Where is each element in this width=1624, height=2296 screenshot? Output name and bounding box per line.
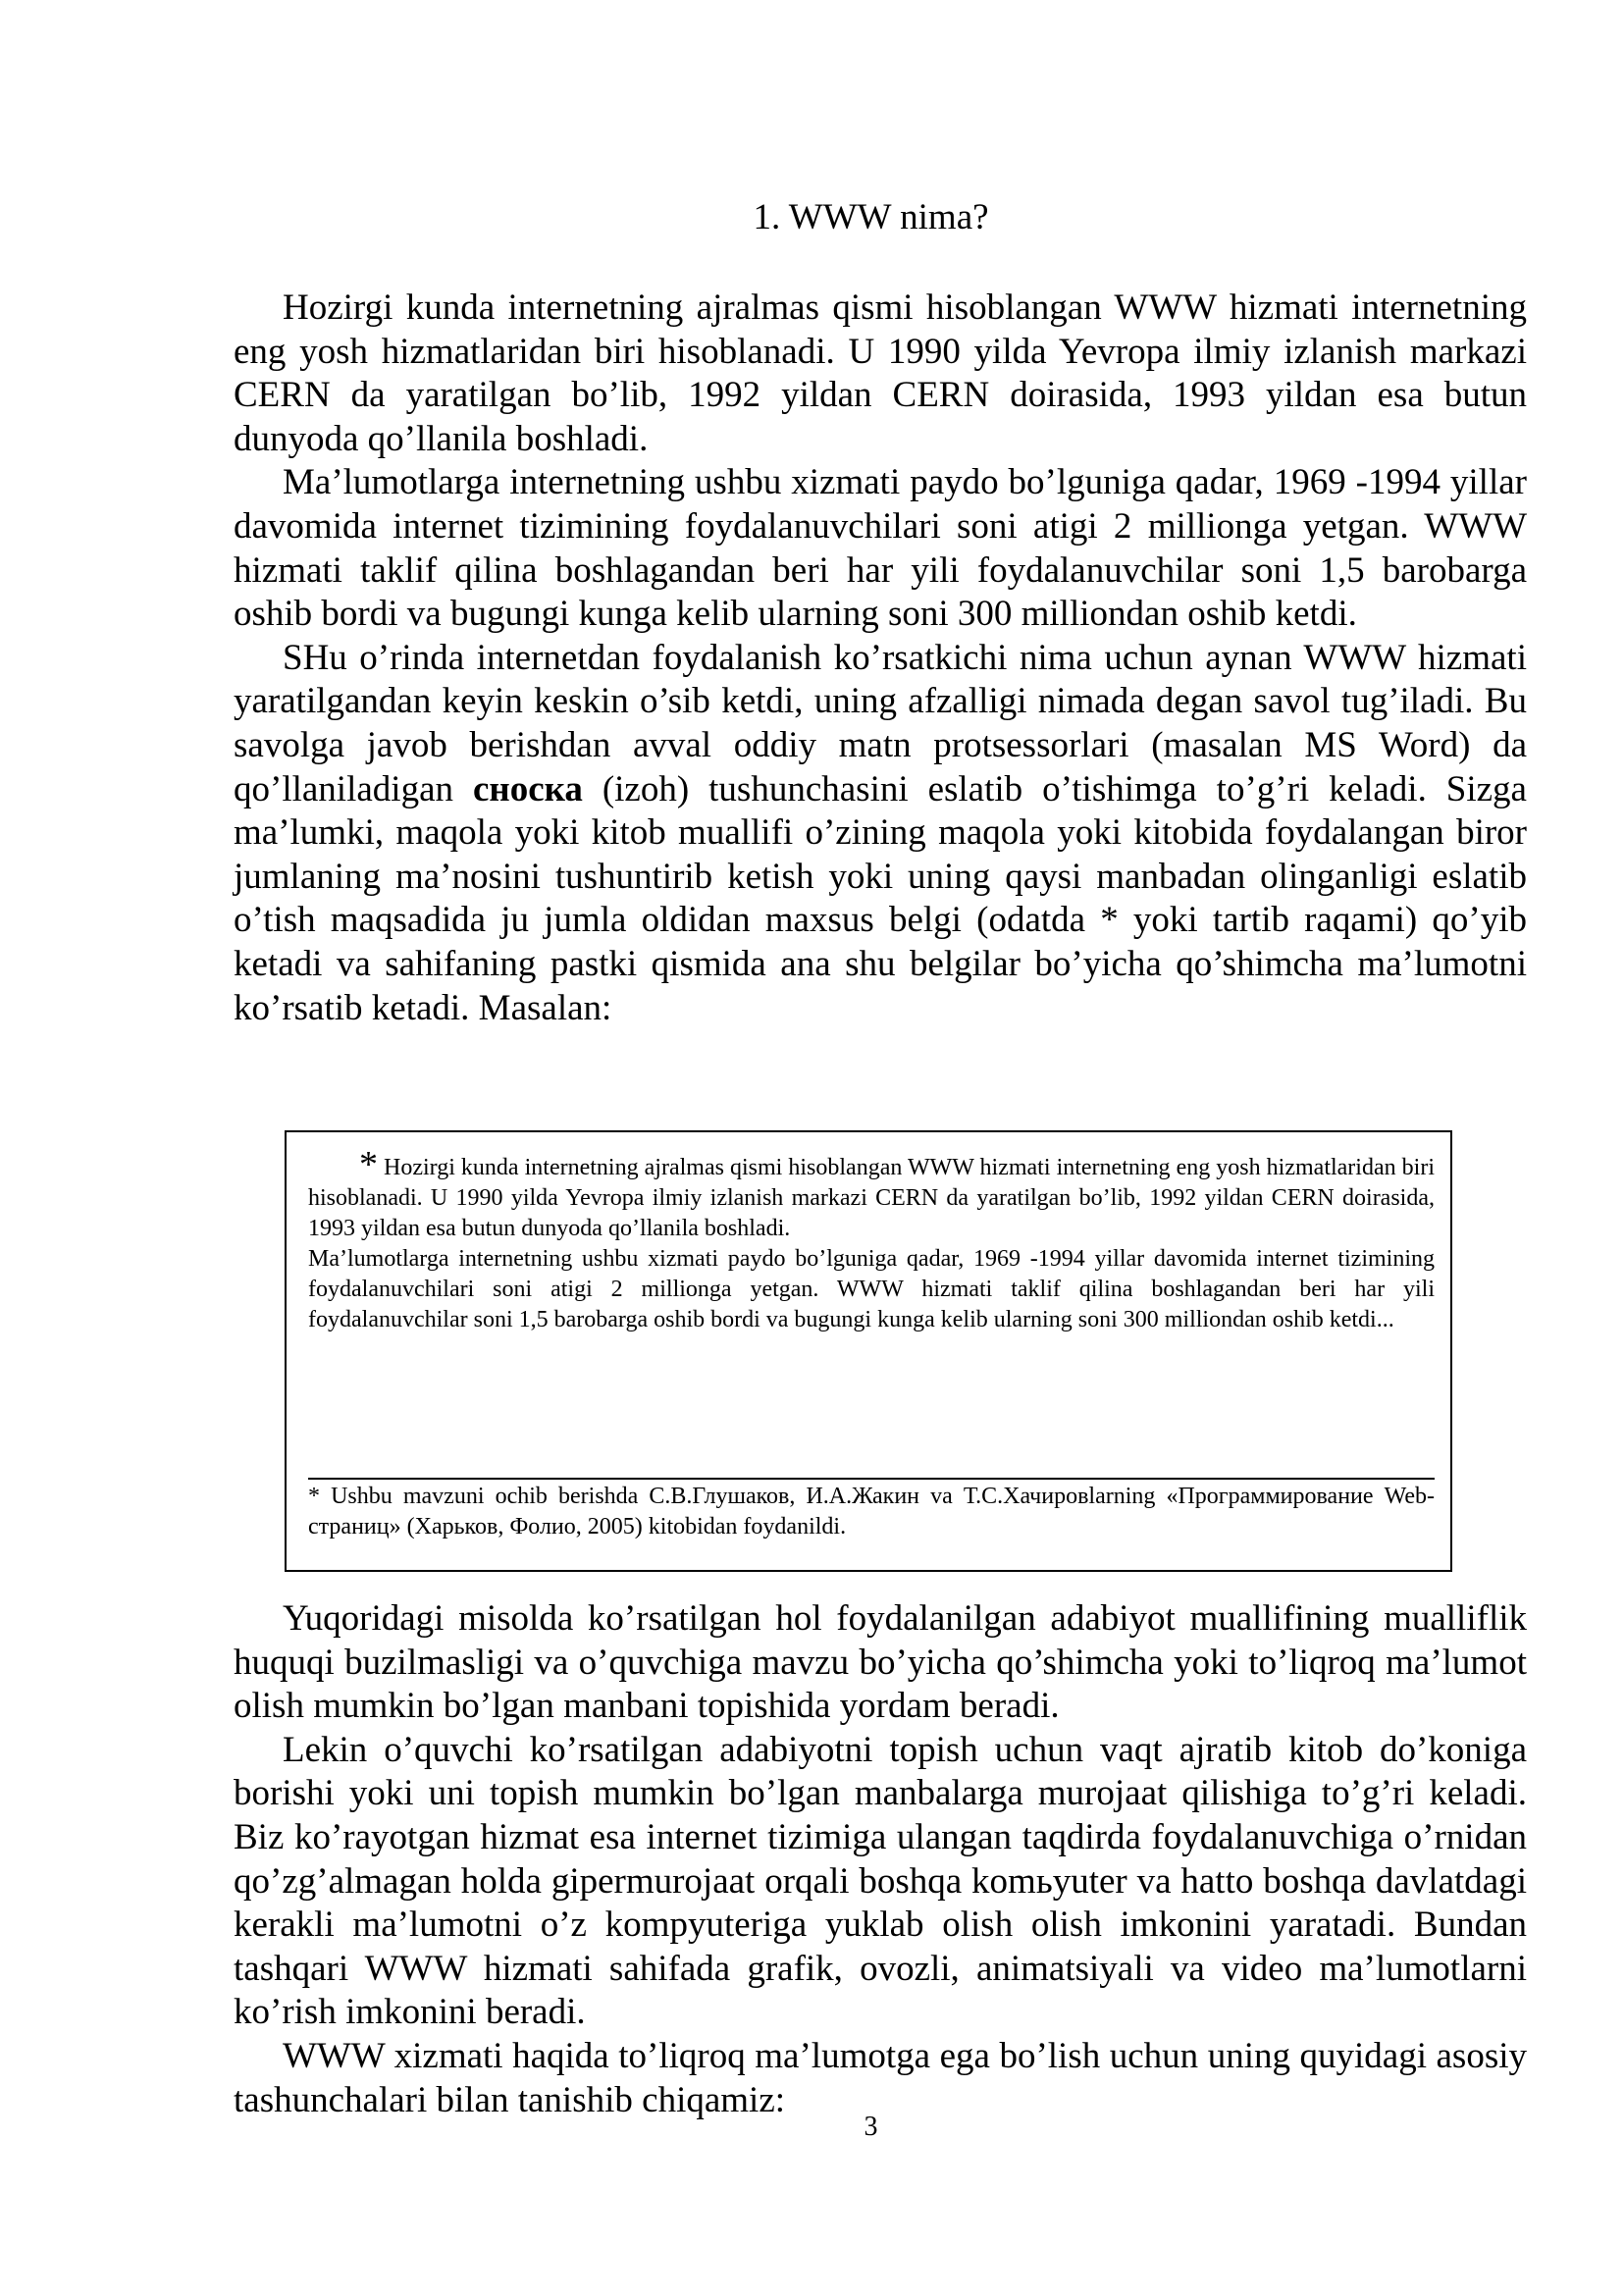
paragraph: Ma’lumotlarga internetning ushbu xizmati paydo bo’lguniga qadar, 1969 -1994 yillar davomida internet tizimining foydalanuvchilari soni atigi 2 millionga yetgan. WWW hizmati taklif qilina boshlagandan beri har yili foydalanuvchilar soni 1,5 barobarga oshib bordi va bugungi kunga kelib ularning soni 300 milliondan oshib ketdi.: [234, 462, 1527, 635]
paragraph: Yuqoridagi misolda ko’rsatilgan hol foydalanilgan adabiyot muallifining mualliflik huquqi buzilmasligi va o’quvchiga mavzu bo’yicha qo’shimcha yoki to’liqroq ma’lumot olish mumkin bo’lgan manbani topishida yordam beradi.: [234, 1598, 1527, 1727]
paragraph: WWW xizmati haqida to’liqroq ma’lumotga ega bo’lish uchun uning quyidagi asosiy tashunchalari bilan tanishib chiqamiz:: [234, 2035, 1527, 2120]
page-number: 3: [864, 2112, 878, 2142]
footnote-divider: [308, 1478, 1435, 1480]
footnote: [308, 1482, 1435, 1542]
paragraph: [234, 637, 1527, 1030]
example-paragraph: Ma’lumotlarga internetning ushbu xizmati paydo bo’lguniga qadar, 1969 -1994 yillar davomida internet tizimining foydalanuvchilari soni atigi 2 millionga yetgan. WWW hizmati taklif qilina boshlagandan beri har yili foydalanuvchilar soni 1,5 barobarga oshib bordi va bugungi kunga kelib ularning soni 300 milliondan oshib ketdi...: [308, 1246, 1435, 1332]
bold-term: сноска: [472, 768, 583, 809]
section-title: 1. WWW nima?: [753, 197, 989, 237]
paragraph: Hozirgi kunda internetning ajralmas qismi hisoblangan WWW hizmati internetning eng yosh hizmatlaridan biri hisoblanadi. U 1990 yilda Yevropa ilmiy izlanish markazi CERN da yaratilgan bo’lib, 1992 yildan CERN doirasida, 1993 yildan esa butun dunyoda qo’llanila boshladi.: [234, 287, 1527, 459]
text-block-bottom: [234, 1597, 1527, 2122]
example-paragraph: [308, 1144, 1435, 1244]
example-box: [285, 1130, 1452, 1572]
paragraph-text: SHu o’rinda internetdan foydalanish ko’rsatkichi nima uchun aynan WWW hizmati yaratilgandan keyin keskin o’sib ketdi, uning afzalligi nimada degan savol tug’iladi. Bu savolga javob berishdan avval oddiy matn protsessorlari (masalan MS Word) da qo’llaniladigan: [234, 637, 1527, 809]
example-text-1: Hozirgi kunda internetning ajralmas qismi hisoblangan WWW hizmati internetning eng yosh hizmatlaridan biri hisoblanadi. U 1990 yilda Yevropa ilmiy izlanish markazi CERN da yaratilgan bo’lib, 1992 yildan CERN doirasida, 1993 yildan esa butun dunyoda qo’llanila boshladi.: [308, 1155, 1435, 1241]
text-block-top: [234, 287, 1527, 1030]
paragraph-text: (izoh) tushunchasini eslatib o’tishimga to’g’ri keladi. Sizga ma’lumki, maqola yoki kitob muallifi o’zining maqola yoki kitobida foydalangan biror jumlaning ma’nosini tushuntirib ketish yoki uning qaysi manbadan olinganligi eslatib o’tish maqsadida ju jumla oldidan maxsus belgi (odatda * yoki tartib raqami) qo’yib ketadi va sahifaning pastki qismida ana shu belgilar bo’yicha qo’shimcha ma’lumotni ko’rsatib ketadi. Masalan:: [234, 768, 1527, 1028]
footnote-marker: *: [359, 1144, 378, 1185]
example-text: [308, 1144, 1435, 1335]
footnote-text: * Ushbu mavzuni ochib berishda С.В.Глушаков, И.А.Жакин va Т.С.Хачировlarning «Программирование Web-страниц» (Харьков, Фолио, 2005) kitobidan foydanildi.: [308, 1484, 1435, 1539]
paragraph: Lekin o’quvchi ko’rsatilgan adabiyotni topish uchun vaqt ajratib kitob do’koniga borishi yoki uni topish mumkin bo’lgan manbalarga murojaat qilishiga to’g’ri keladi. Biz ko’rayotgan hizmat esa internet tizimiga ulangan taqdirda foydalanuvchiga o’rnidan qo’zg’almagan holda gipermurojaat orqali boshqa komьyuter va hatto boshqa davlatdagi kerakli ma’lumotni o’z kompyuteriga yuklab olish olish imkonini yaratadi. Bundan tashqari WWW hizmati sahifada grafik, ovozli, animatsiyali va video ma’lumotlarni ko’rish imkonini beradi.: [234, 1729, 1527, 2033]
